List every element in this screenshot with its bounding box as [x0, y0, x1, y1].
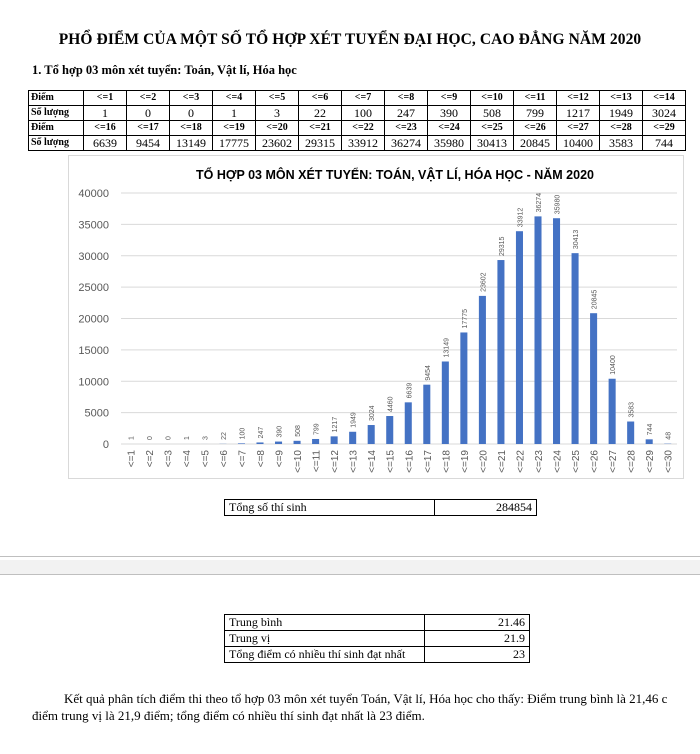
data-label: 33912 [517, 207, 525, 228]
table-cell: 508 [471, 106, 514, 121]
table-cell: <=18 [170, 121, 213, 136]
row-label: Số lượng [29, 106, 84, 121]
data-label: 13149 [443, 338, 451, 358]
table-cell: 36274 [385, 136, 428, 151]
bar [497, 260, 504, 444]
data-label: 23602 [480, 272, 488, 292]
table-cell: 13149 [170, 136, 213, 151]
statistics-table [224, 614, 530, 663]
paragraph-line-2: điểm trung vị là 21,9 điểm; tổng điểm có nhiều thí sinh đạt nhất là 23 điểm. [32, 708, 425, 723]
table-cell: 35980 [428, 136, 471, 151]
table-cell: 30413 [471, 136, 514, 151]
x-tick-label: <=5 [200, 450, 212, 468]
bar [516, 231, 523, 444]
table-cell: 20845 [514, 136, 557, 151]
total-value: 284854 [435, 500, 537, 516]
table-cell: <=21 [299, 121, 342, 136]
table-cell: 3024 [643, 106, 686, 121]
bar [405, 402, 412, 444]
table-cell: 0 [170, 106, 213, 121]
data-label: 9454 [424, 365, 432, 381]
x-tick-label: <=27 [608, 450, 620, 473]
table-cell: 247 [385, 106, 428, 121]
count-row-top [29, 106, 686, 121]
x-tick-label: <=7 [237, 450, 249, 468]
table-cell: <=28 [600, 121, 643, 136]
table-cell: 0 [127, 106, 170, 121]
table-cell: <=23 [385, 121, 428, 136]
page-title: PHỔ ĐIỂM CỦA MỘT SỐ TỔ HỢP XÉT TUYỂN ĐẠI HỌC, CAO ĐẲNG NĂM 2020 [58, 31, 642, 48]
y-tick-label: 40000 [78, 188, 109, 200]
table-cell: <=11 [514, 91, 557, 106]
data-label: 22 [220, 432, 228, 440]
paragraph-line-1: Kết quả phân tích điểm thi theo tổ hợp 03 môn xét tuyển Toán, Vật lí, Hóa học cho thấy: Điểm trung bình là 21,46 c [64, 691, 668, 706]
data-label: 4460 [387, 396, 395, 413]
stats-label: Tổng điểm có nhiều thí sinh đạt nhất [225, 647, 425, 663]
table-cell: <=9 [428, 91, 471, 106]
stats-row [225, 647, 530, 663]
bar [368, 425, 375, 444]
x-tick-label: <=18 [441, 450, 453, 473]
stats-row [225, 615, 530, 631]
table-cell: <=12 [557, 91, 600, 106]
x-tick-label: <=8 [256, 450, 267, 468]
data-label: 799 [313, 423, 321, 435]
data-label: 35980 [554, 194, 562, 215]
data-label: 48 [665, 431, 673, 440]
stats-value: 23 [425, 647, 530, 663]
stats-label: Trung bình [225, 615, 425, 631]
bar [294, 441, 301, 444]
data-label: 29315 [498, 236, 506, 257]
page-separator-bottom [0, 574, 700, 575]
table-cell: <=5 [256, 91, 299, 106]
data-label: 390 [276, 425, 284, 438]
table-cell: 9454 [127, 136, 170, 151]
x-tick-label: <=4 [181, 450, 193, 468]
data-label: 508 [295, 425, 303, 437]
y-tick-label: 5000 [84, 407, 109, 420]
table-cell: 6639 [84, 136, 127, 151]
data-label: 3 [202, 436, 210, 440]
table-cell: <=22 [342, 121, 385, 136]
total-label: Tổng số thí sinh [225, 500, 435, 516]
row-label: Số lượng [29, 136, 84, 151]
table-cell: <=13 [600, 91, 643, 106]
x-tick-label: <=23 [534, 450, 545, 473]
table-cell: <=27 [557, 121, 600, 136]
bar [609, 379, 616, 444]
data-label: 1949 [350, 412, 358, 428]
data-label: 36274 [536, 192, 543, 213]
y-tick-label: 20000 [78, 313, 109, 326]
table-cell: <=16 [84, 121, 127, 136]
table-cell: <=14 [643, 91, 686, 106]
data-label: 0 [146, 436, 154, 440]
bar [386, 416, 393, 444]
x-tick-label: <=30 [663, 450, 675, 473]
table-cell: 22 [299, 106, 342, 121]
score-row-top [29, 91, 686, 106]
x-tick-label: <=24 [552, 450, 564, 473]
bar [479, 296, 486, 444]
bar [590, 313, 597, 444]
x-tick-label: <=29 [645, 450, 657, 473]
x-tick-label: <=12 [330, 450, 342, 473]
x-tick-label: <=6 [218, 450, 230, 468]
bar [349, 432, 356, 444]
data-label: 30413 [573, 229, 581, 250]
x-tick-label: <=22 [515, 450, 527, 473]
section-title: 1. Tổ hợp 03 môn xét tuyển: Toán, Vật lí, Hóa học [32, 63, 297, 77]
bar [646, 439, 653, 444]
table-cell: <=25 [471, 121, 514, 136]
y-tick-label: 0 [102, 439, 109, 451]
total-row [225, 500, 537, 516]
bar [627, 422, 634, 444]
data-label: 1217 [332, 416, 340, 433]
row-label: Điểm [29, 91, 84, 106]
row-label: Điểm [29, 121, 84, 136]
data-label: 744 [647, 423, 655, 436]
data-label: 10400 [610, 355, 618, 375]
data-label: 3583 [628, 401, 636, 418]
data-label: 17775 [461, 308, 469, 329]
x-tick-label: <=20 [478, 450, 490, 473]
x-tick-label: <=15 [385, 450, 397, 473]
table-cell: <=24 [428, 121, 471, 136]
bar [572, 253, 579, 444]
table-cell: 33912 [342, 136, 385, 151]
data-label: 6639 [406, 382, 414, 399]
bar [275, 442, 282, 444]
table-cell: 1217 [557, 106, 600, 121]
x-tick-label: <=11 [311, 450, 323, 473]
stats-label: Trung vị [225, 631, 425, 647]
data-label: 0 [165, 436, 173, 440]
x-tick-label: <=17 [422, 450, 434, 473]
x-tick-label: <=2 [144, 450, 156, 468]
x-tick-label: <=25 [571, 450, 583, 473]
table-cell: 10400 [557, 136, 600, 151]
histogram-chart [68, 155, 684, 479]
table-cell: <=29 [643, 121, 686, 136]
bar [553, 218, 560, 444]
table-cell: 29315 [299, 136, 342, 151]
table-cell: <=1 [84, 91, 127, 106]
table-cell: <=3 [170, 91, 213, 106]
data-label: 1 [183, 436, 191, 440]
x-tick-label: <=10 [293, 450, 305, 473]
stats-row [225, 631, 530, 647]
x-tick-label: <=26 [589, 450, 601, 473]
bar [256, 442, 263, 444]
data-label: 20845 [591, 289, 599, 310]
x-tick-label: <=19 [459, 450, 471, 473]
analysis-paragraph [32, 690, 700, 724]
y-tick-label: 35000 [78, 219, 109, 232]
x-tick-label: <=21 [496, 450, 508, 473]
score-row-bottom [29, 121, 686, 136]
bar [460, 332, 467, 444]
table-cell: 1949 [600, 106, 643, 121]
bar [442, 361, 449, 444]
y-tick-label: 25000 [78, 282, 109, 295]
table-cell: <=6 [299, 91, 342, 106]
table-cell: <=20 [256, 121, 299, 136]
data-label: 247 [258, 426, 265, 439]
table-cell: 390 [428, 106, 471, 121]
x-tick-label: <=28 [626, 450, 638, 473]
chart-title: TỔ HỢP 03 MÔN XÉT TUYỂN: TOÁN, VẬT LÍ, HÓA HỌC - NĂM 2020 [196, 168, 594, 182]
table-cell: 3 [256, 106, 299, 121]
chart-canvas [69, 156, 683, 478]
score-distribution-table [28, 90, 686, 151]
data-label: 100 [239, 427, 247, 440]
table-cell: 100 [342, 106, 385, 121]
y-tick-label: 10000 [78, 376, 109, 389]
count-row-bottom [29, 136, 686, 151]
stats-value: 21.9 [425, 631, 530, 647]
total-candidates-table [224, 499, 537, 516]
bar [331, 436, 338, 444]
page-break-band [0, 560, 700, 574]
table-cell: 3583 [600, 136, 643, 151]
table-cell: 799 [514, 106, 557, 121]
table-cell: <=8 [385, 91, 428, 106]
table-cell: <=10 [471, 91, 514, 106]
bar [238, 443, 245, 444]
x-tick-label: <=13 [348, 450, 360, 473]
table-cell: 17775 [213, 136, 256, 151]
table-cell: <=7 [342, 91, 385, 106]
x-tick-label: <=1 [126, 450, 138, 468]
data-label: 1 [128, 436, 136, 440]
bar [534, 216, 541, 444]
page-separator-top [0, 556, 700, 557]
table-cell: 744 [643, 136, 686, 151]
y-tick-label: 30000 [78, 250, 109, 263]
table-cell: <=4 [213, 91, 256, 106]
table-cell: <=19 [213, 121, 256, 136]
x-tick-label: <=9 [274, 450, 286, 468]
stats-value: 21.46 [425, 615, 530, 631]
y-tick-label: 15000 [78, 344, 109, 357]
data-label: 3024 [369, 405, 377, 422]
x-tick-label: <=16 [404, 450, 416, 473]
table-cell: <=2 [127, 91, 170, 106]
bar [423, 385, 430, 444]
table-cell: <=26 [514, 121, 557, 136]
x-tick-label: <=3 [163, 450, 175, 468]
table-cell: 1 [84, 106, 127, 121]
bar [312, 439, 319, 444]
table-cell: 23602 [256, 136, 299, 151]
table-cell: <=17 [127, 121, 170, 136]
x-tick-label: <=14 [367, 450, 379, 473]
table-cell: 1 [213, 106, 256, 121]
